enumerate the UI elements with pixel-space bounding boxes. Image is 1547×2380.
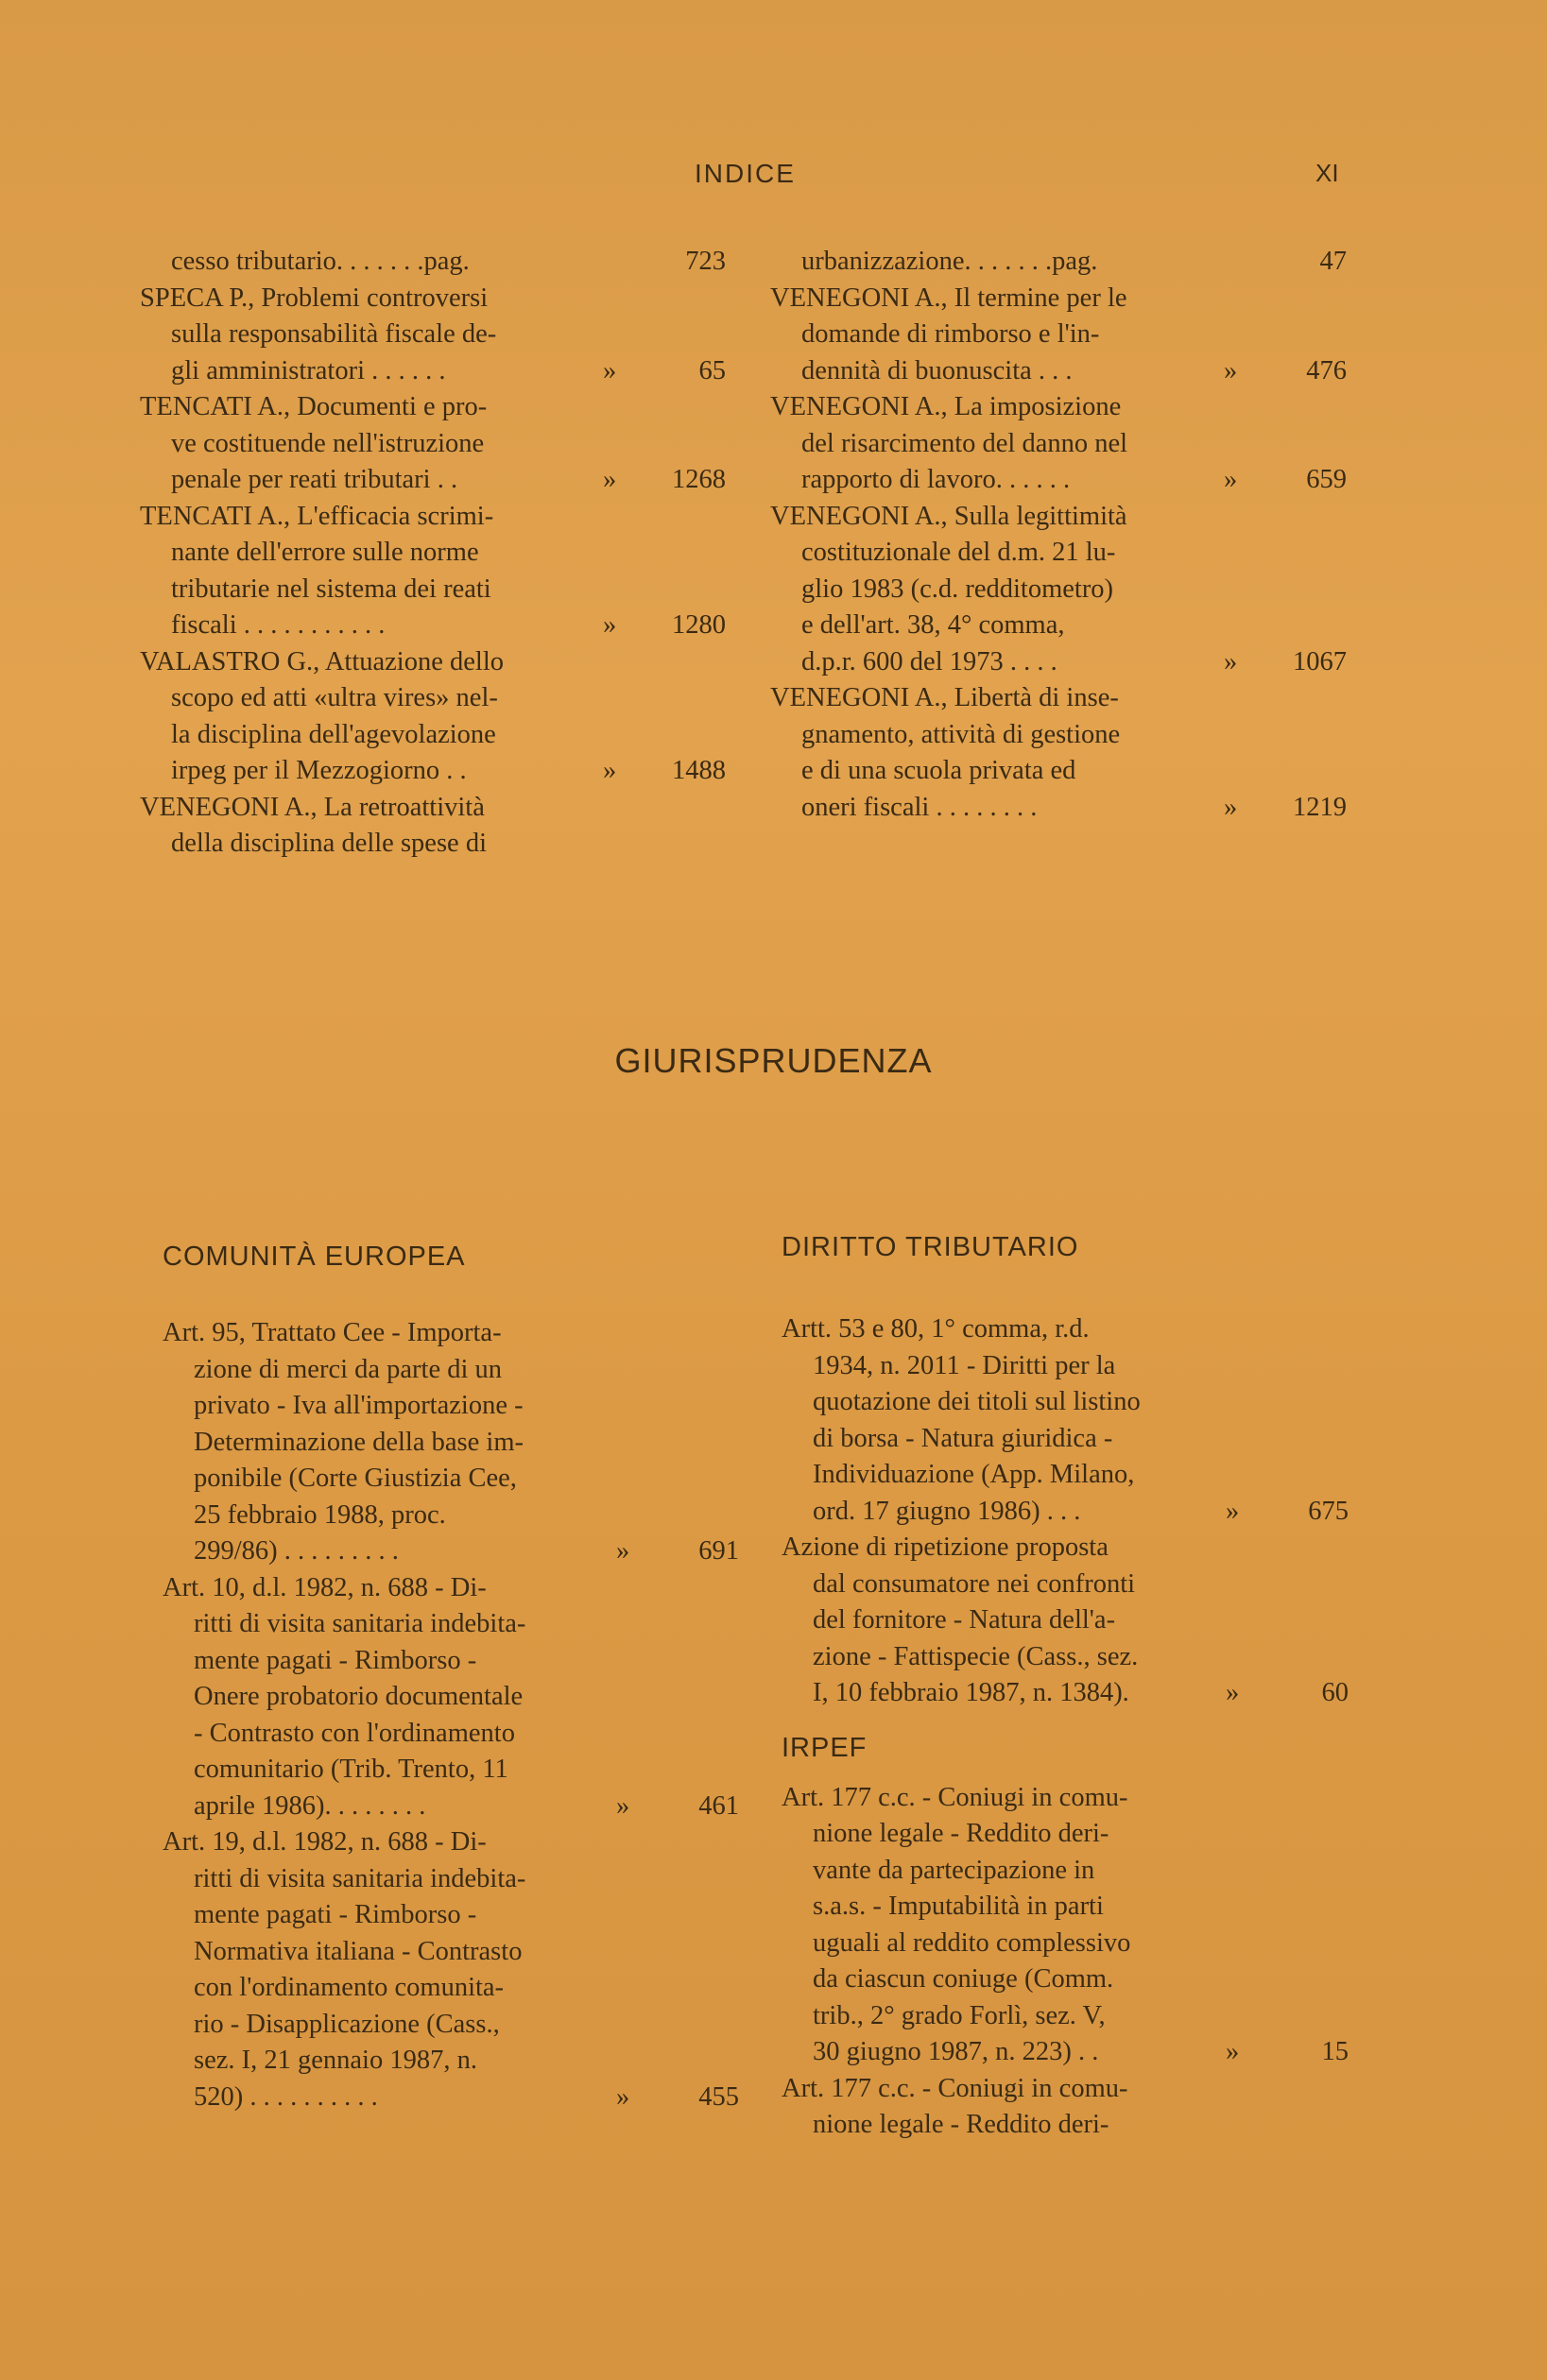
entry-line: da ciascun coniuge (Comm. <box>813 1964 1114 1994</box>
index-column-left <box>140 244 745 863</box>
page-reference: 1268 <box>672 465 726 494</box>
index-entry <box>163 1824 748 2115</box>
case-column-left <box>163 1238 748 2115</box>
entry-line: oneri fiscali . . . . . . . . <box>801 792 1038 822</box>
entry-line: Art. 10, d.l. 1982, n. 688 - Di- <box>163 1572 487 1602</box>
entry-line: Individuazione (App. Milano, <box>813 1460 1135 1489</box>
index-entry <box>140 644 745 790</box>
entry-line: nante dell'errore sulle norme <box>171 538 479 567</box>
entry-line: Art. 177 c.c. - Coniugi in comu- <box>782 2073 1128 2103</box>
index-entry <box>770 499 1356 681</box>
entry-line: trib., 2° grado Forlì, sez. V, <box>813 2000 1106 2030</box>
page-reference: 675 <box>1308 1496 1349 1526</box>
ditto-mark: » <box>1224 355 1238 385</box>
entry-line: sulla responsabilità fiscale de- <box>171 319 497 349</box>
entry-list <box>782 1311 1367 1712</box>
index-entry <box>770 680 1356 826</box>
index-entry <box>140 281 745 390</box>
entry-line: Art. 177 c.c. - Coniugi in comu- <box>782 1782 1128 1812</box>
entry-line: costituzionale del d.m. 21 lu- <box>801 538 1116 567</box>
entry-line: glio 1983 (c.d. redditometro) <box>801 574 1114 604</box>
page-reference: 1219 <box>1293 792 1347 822</box>
subsection-heading: COMUNITÀ EUROPEA <box>163 1241 466 1272</box>
entry-line: ponibile (Corte Giustizia Cee, <box>194 1464 517 1493</box>
ditto-mark: » <box>1226 2037 1240 2066</box>
entry-line: VALASTRO G., Attuazione dello <box>140 646 504 676</box>
page-reference: 1067 <box>1293 646 1347 676</box>
entry-line: del fornitore - Natura dell'a- <box>813 1605 1116 1635</box>
entry-line: con l'ordinamento comunita- <box>194 1973 505 2002</box>
entry-line: scopo ed atti «ultra vires» nel- <box>171 683 498 712</box>
page-reference: 461 <box>698 1790 739 1821</box>
entry-line: domande di rimborso e l'in- <box>801 319 1100 349</box>
entry-line: ritti di visita sanitaria indebita- <box>194 1609 526 1638</box>
entry-line: Art. 19, d.l. 1982, n. 688 - Di- <box>163 1827 487 1857</box>
entry-line: gli amministratori . . . . . . <box>171 355 446 385</box>
entry-line: nione legale - Reddito deri- <box>813 2110 1109 2139</box>
entry-line: ve costituende nell'istruzione <box>171 428 485 458</box>
entry-line: penale per reati tributari . . <box>171 465 458 494</box>
ditto-mark: » <box>1226 1496 1240 1526</box>
ditto-mark: » <box>616 1790 630 1821</box>
index-entry <box>782 2071 1367 2144</box>
entry-line: Normativa italiana - Contrasto <box>194 1936 523 1966</box>
index-entry <box>163 1570 748 1825</box>
ditto-mark: » <box>1226 1678 1240 1707</box>
entry-line: 520) . . . . . . . . . . <box>194 2081 378 2112</box>
entry-line: VENEGONI A., La imposizione <box>770 392 1122 421</box>
page-number: XI <box>1315 159 1339 187</box>
entry-line: Onere probatorio documentale <box>194 1682 524 1711</box>
index-entry <box>782 1530 1367 1712</box>
ditto-mark: » <box>603 756 617 785</box>
entry-line: rapporto di lavoro. . . . . . <box>801 465 1071 494</box>
page-reference: 659 <box>1306 465 1347 494</box>
entry-line: TENCATI A., L'efficacia scrimi- <box>140 501 494 531</box>
page-reference: 476 <box>1306 355 1347 385</box>
ditto-mark: » <box>616 2081 630 2112</box>
index-entry <box>140 790 745 863</box>
entry-line: urbanizzazione. . . . . . .pag. <box>801 247 1098 276</box>
index-entry <box>140 244 745 281</box>
entry-line: - Contrasto con l'ordinamento <box>194 1718 515 1748</box>
index-entry <box>782 1311 1367 1530</box>
entry-line: VENEGONI A., Il termine per le <box>770 283 1127 313</box>
entry-line: e dell'art. 38, 4° comma, <box>801 610 1065 640</box>
entry-line: TENCATI A., Documenti e pro- <box>140 392 488 421</box>
entry-line: fiscali . . . . . . . . . . . <box>171 610 386 640</box>
subsection-heading: DIRITTO TRIBUTARIO <box>782 1232 1079 1262</box>
index-column-right <box>770 244 1356 826</box>
page-reference: 723 <box>685 247 726 276</box>
entry-line: gnamento, attività di gestione <box>801 719 1121 749</box>
entry-line: Art. 95, Trattato Cee - Importa- <box>163 1318 502 1347</box>
ditto-mark: » <box>1224 792 1238 822</box>
entry-list <box>782 1780 1367 2144</box>
entry-line: tributarie nel sistema dei reati <box>171 574 491 604</box>
section-title: GIURISPRUDENZA <box>614 1041 933 1080</box>
index-entry <box>140 499 745 644</box>
index-entry <box>770 281 1356 390</box>
entry-line: 299/86) . . . . . . . . . <box>194 1536 399 1566</box>
entry-line: dennità di buonuscita . . . <box>801 355 1073 385</box>
entry-line: ord. 17 giugno 1986) . . . <box>813 1496 1081 1526</box>
entry-line: Determinazione della base im- <box>194 1427 524 1457</box>
ditto-mark: » <box>616 1536 630 1566</box>
entry-line: Azione di ripetizione proposta <box>782 1532 1109 1562</box>
entry-line: VENEGONI A., La retroattività <box>140 792 485 822</box>
page-header <box>0 159 1547 206</box>
entry-line: quotazione dei titoli sul listino <box>813 1387 1141 1416</box>
entry-line: 25 febbraio 1988, proc. <box>194 1499 446 1530</box>
entry-line: VENEGONI A., Libertà di inse- <box>770 683 1119 712</box>
page-reference: 15 <box>1321 2037 1349 2066</box>
entry-line: I, 10 febbraio 1987, n. 1384). <box>813 1678 1129 1707</box>
page-reference: 47 <box>1319 247 1347 276</box>
page-reference: 691 <box>698 1536 739 1566</box>
entry-line: Artt. 53 e 80, 1° comma, r.d. <box>782 1314 1090 1344</box>
entry-line: privato - Iva all'importazione - <box>194 1391 524 1420</box>
case-column-right <box>782 1228 1367 2144</box>
entry-line: di borsa - Natura giuridica - <box>813 1423 1113 1453</box>
entry-line: mente pagati - Rimborso - <box>194 1900 477 1929</box>
entry-line: d.p.r. 600 del 1973 . . . . <box>801 646 1057 676</box>
index-entry <box>140 389 745 499</box>
entry-line: 1934, n. 2011 - Diritti per la <box>813 1350 1116 1380</box>
running-title: INDICE <box>695 159 796 188</box>
entry-line: zione - Fattispecie (Cass., sez. <box>813 1641 1139 1671</box>
entry-line: comunitario (Trib. Trento, 11 <box>194 1755 508 1784</box>
entry-line: 30 giugno 1987, n. 223) . . <box>813 2037 1099 2066</box>
entry-line: s.a.s. - Imputabilità in parti <box>813 1892 1104 1921</box>
page-reference: 455 <box>698 2081 739 2112</box>
entry-line: sez. I, 21 gennaio 1987, n. <box>194 2046 477 2075</box>
entry-line: zione di merci da parte di un <box>194 1354 503 1384</box>
subsection-heading: IRPEF <box>782 1732 868 1763</box>
entry-line: cesso tributario. . . . . . .pag. <box>171 247 470 276</box>
index-entry <box>163 1315 748 1570</box>
entry-line: SPECA P., Problemi controversi <box>140 283 489 313</box>
ditto-mark: » <box>603 610 617 640</box>
entry-line: nione legale - Reddito deri- <box>813 1819 1109 1848</box>
page-reference: 1488 <box>672 756 726 785</box>
entry-line: uguali al reddito complessivo <box>813 1927 1131 1958</box>
entry-line: rio - Disapplicazione (Cass., <box>194 2009 500 2039</box>
entry-line: dal consumatore nei confronti <box>813 1568 1136 1599</box>
entry-line: VENEGONI A., Sulla legittimità <box>770 501 1127 531</box>
entry-line: mente pagati - Rimborso - <box>194 1645 477 1675</box>
index-entry <box>770 389 1356 499</box>
ditto-mark: » <box>1224 646 1238 676</box>
index-entry <box>770 244 1356 281</box>
entry-line: del risarcimento del danno nel <box>801 428 1128 458</box>
entry-line: della disciplina delle spese di <box>171 829 487 858</box>
entry-list <box>163 1315 748 2115</box>
ditto-mark: » <box>1224 465 1238 494</box>
entry-line: aprile 1986). . . . . . . . <box>194 1790 426 1821</box>
entry-line: la disciplina dell'agevolazione <box>171 719 496 749</box>
ditto-mark: » <box>603 465 617 494</box>
page-reference: 65 <box>698 355 726 385</box>
entry-line: ritti di visita sanitaria indebita- <box>194 1863 526 1893</box>
entry-line: vante da partecipazione in <box>813 1855 1095 1885</box>
entry-line: irpeg per il Mezzogiorno . . <box>171 756 467 785</box>
entry-line: e di una scuola privata ed <box>801 756 1076 785</box>
index-entry <box>782 1780 1367 2071</box>
page-reference: 60 <box>1321 1678 1349 1707</box>
page-reference: 1280 <box>672 610 726 640</box>
ditto-mark: » <box>603 355 617 385</box>
